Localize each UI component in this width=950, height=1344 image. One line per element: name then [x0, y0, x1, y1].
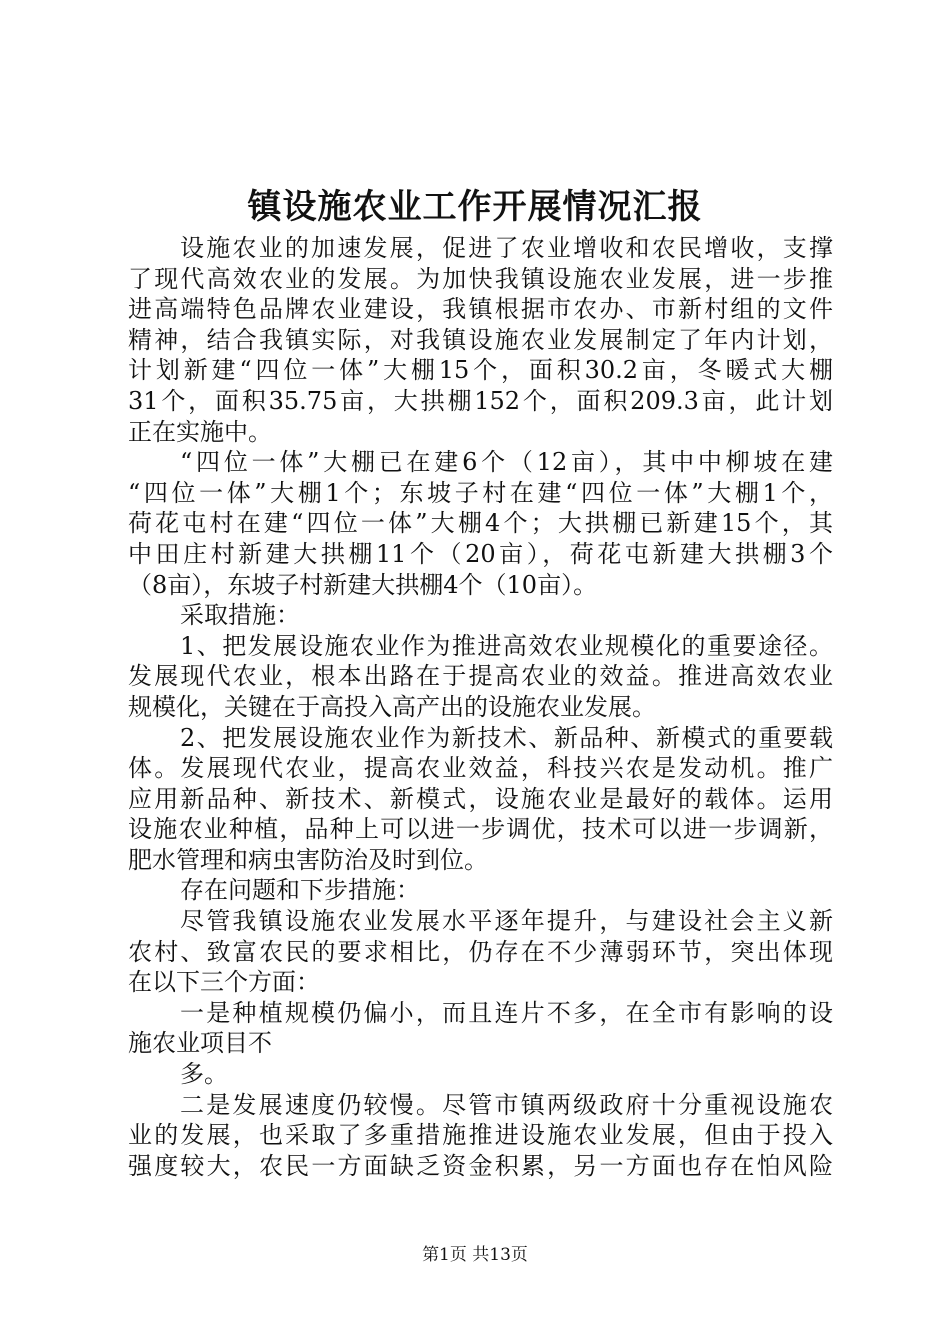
text-line: 采取措施：: [180, 601, 300, 630]
page-footer: 第1页 共13页: [422, 1245, 528, 1265]
text-line: 二是发展速度仍较慢。尽管市镇两级政府十分重视设施农: [180, 1090, 833, 1119]
text-line: 设施农业种植，品种上可以进一步调优，技术可以进一步调新，: [128, 815, 833, 844]
text-line: 2、把发展设施农业作为新技术、新品种、新模式的重要载: [180, 723, 833, 752]
text-line: “四位一体”大棚1个；东坡子村在建“四位一体”大棚1个，: [128, 478, 833, 507]
text-line: 存在问题和下步措施：: [180, 876, 420, 905]
text-line: 了现代高效农业的发展。为加快我镇设施农业发展，进一步推: [128, 264, 833, 293]
text-line: 进高端特色品牌农业建设，我镇根据市农办、市新村组的文件: [128, 295, 833, 324]
document-title: 镇设施农业工作开展情况汇报: [247, 187, 703, 227]
text-line: （8亩），东坡子村新建大拱棚4个（10亩）。: [128, 570, 598, 599]
text-line: 农村、致富农民的要求相比，仍存在不少薄弱环节，突出体现: [128, 937, 833, 966]
text-line: 31个，面积35.75亩，大拱棚152个，面积209.3亩，此计划: [128, 386, 833, 415]
text-line: 规模化，关键在于高投入高产出的设施农业发展。: [128, 692, 656, 721]
text-line: 一是种植规模仍偏小，而且连片不多，在全市有影响的设: [180, 998, 833, 1027]
text-line: 中田庄村新建大拱棚11个（20亩），荷花屯新建大拱棚3个: [128, 539, 833, 568]
text-line: 1、把发展设施农业作为推进高效农业规模化的重要途径。: [180, 631, 833, 660]
text-line: 设施农业的加速发展，促进了农业增收和农民增收，支撑: [180, 234, 833, 262]
text-line: 发展现代农业，根本出路在于提高农业的效益。推进高效农业: [128, 662, 833, 691]
text-line: “四位一体”大棚已在建6个（12亩），其中中柳坡在建: [180, 448, 833, 477]
text-line: 荷花屯村在建“四位一体”大棚4个；大拱棚已新建15个，其: [128, 509, 833, 538]
text-line: 正在实施中。: [128, 417, 272, 446]
text-line: 精神，结合我镇实际，对我镇设施农业发展制定了年内计划，: [128, 325, 833, 354]
text-line: 体。发展现代农业，提高农业效益，科技兴农是发动机。推广: [128, 754, 833, 783]
document-body: [128, 233, 833, 1181]
text-line: 尽管我镇设施农业发展水平逐年提升，与建设社会主义新: [180, 907, 833, 936]
text-line: 应用新品种、新技术、新模式，设施农业是最好的载体。运用: [128, 784, 833, 813]
text-line: 肥水管理和病虫害防治及时到位。: [128, 845, 488, 874]
text-line: 业的发展，也采取了多重措施推进设施农业发展，但由于投入: [128, 1121, 833, 1150]
text-line: 施农业项目不: [128, 1029, 272, 1058]
text-line: 计划新建“四位一体”大棚15个，面积30.2亩，冬暖式大棚: [128, 356, 833, 385]
text-line: 在以下三个方面：: [128, 968, 320, 997]
text-line: 强度较大，农民一方面缺乏资金积累，另一方面也存在怕风险: [128, 1151, 833, 1180]
text-line: 多。: [180, 1060, 228, 1089]
